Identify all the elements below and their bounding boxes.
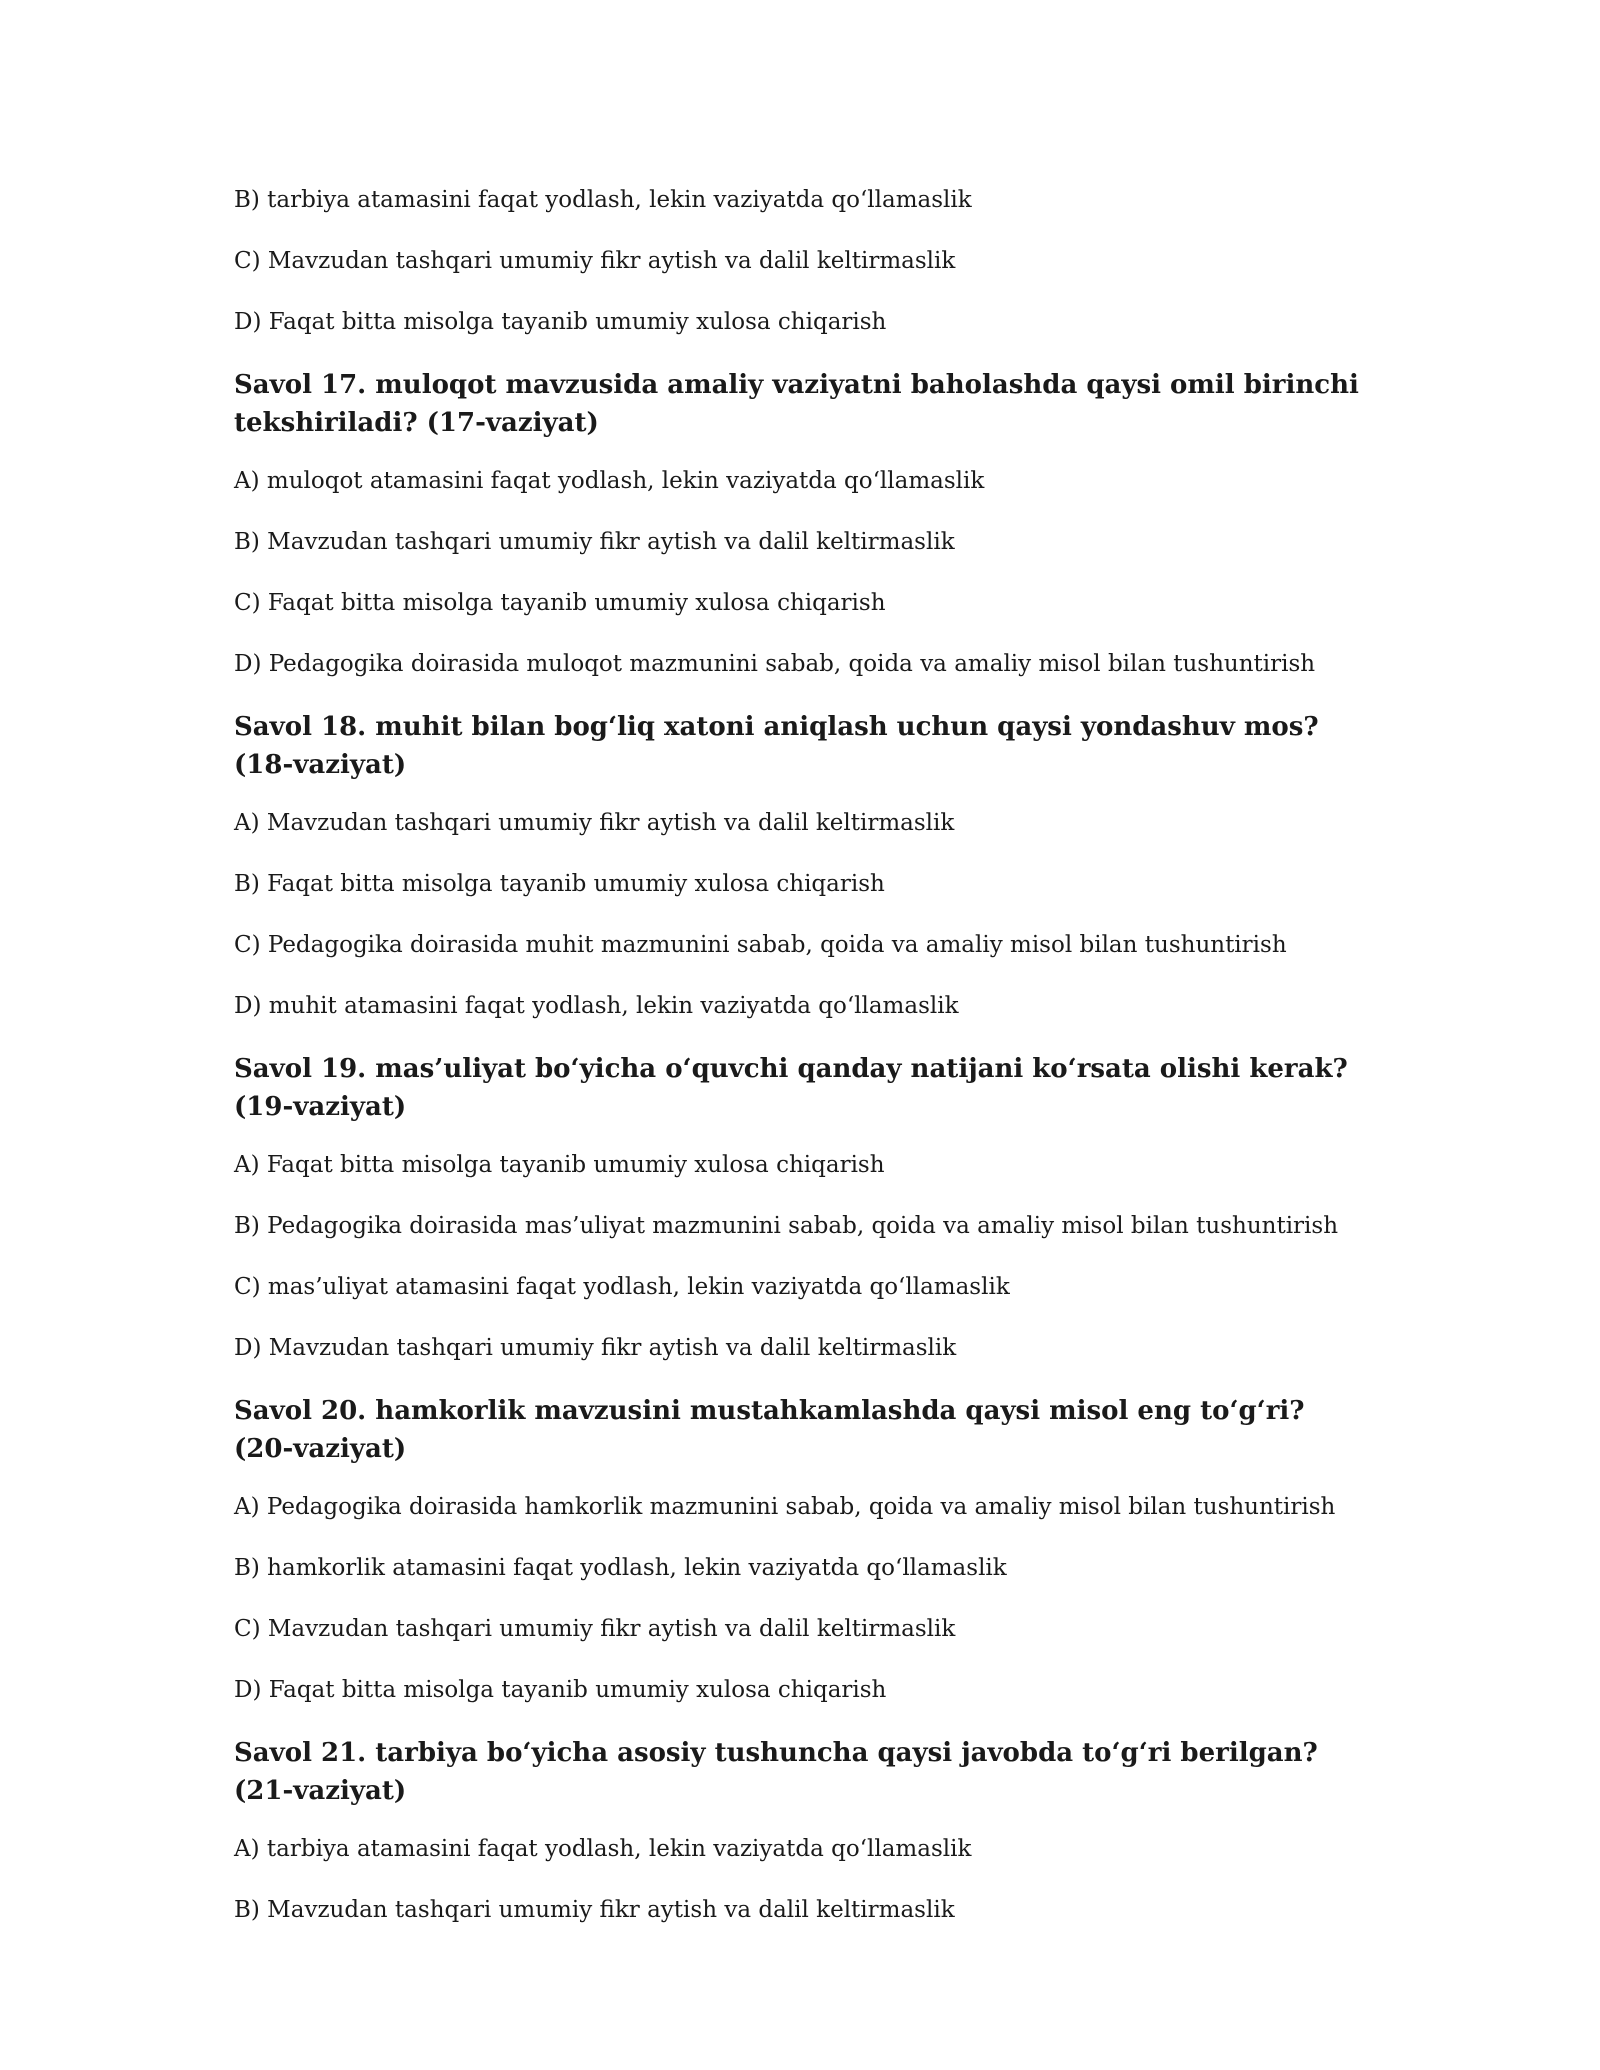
answer-option: B) Mavzudan tashqari umumiy fikr aytish va dalil keltirmaslik [234, 529, 955, 555]
question-19 [234, 1050, 1364, 1365]
question-title: Savol 21. tarbiya bo‘yicha asosiy tushuncha qaysi javobda to‘g‘ri berilgan? (21-vaziyat) [234, 1738, 1318, 1806]
question-18 [234, 708, 1364, 1023]
question-20 [234, 1392, 1364, 1707]
answer-option: D) Faqat bitta misolga tayanib umumiy xulosa chiqarish [234, 1677, 887, 1703]
question-17 [234, 366, 1364, 681]
document-page [234, 183, 1364, 1954]
answer-option: A) tarbiya atamasini faqat yodlash, lekin vaziyatda qo‘llamaslik [234, 1836, 972, 1862]
answer-option: D) muhit atamasini faqat yodlash, lekin vaziyatda qo‘llamaslik [234, 993, 959, 1019]
answer-option: B) hamkorlik atamasini faqat yodlash, lekin vaziyatda qo‘llamaslik [234, 1555, 1007, 1581]
answer-option: D) Mavzudan tashqari umumiy fikr aytish va dalil keltirmaslik [234, 1335, 957, 1361]
question-title: Savol 20. hamkorlik mavzusini mustahkamlashda qaysi misol eng to‘g‘ri? (20-vaziyat) [234, 1396, 1305, 1464]
answer-option: D) Faqat bitta misolga tayanib umumiy xulosa chiqarish [234, 309, 887, 335]
question-title: Savol 17. muloqot mavzusida amaliy vaziyatni baholashda qaysi omil birinchi tekshiriladi? (17-vaziyat) [234, 370, 1359, 438]
question-21 [234, 1734, 1364, 1927]
answer-option: A) Faqat bitta misolga tayanib umumiy xulosa chiqarish [234, 1152, 885, 1178]
answer-option: C) Mavzudan tashqari umumiy fikr aytish va dalil keltirmaslik [234, 1616, 956, 1642]
answer-option: C) mas’uliyat atamasini faqat yodlash, lekin vaziyatda qo‘llamaslik [234, 1274, 1010, 1300]
answer-option: A) Mavzudan tashqari umumiy fikr aytish va dalil keltirmaslik [234, 810, 955, 836]
question-title: Savol 19. mas’uliyat bo‘yicha o‘quvchi qanday natijani ko‘rsata olishi kerak? (19-vaziyat) [234, 1054, 1348, 1122]
answer-option: C) Faqat bitta misolga tayanib umumiy xulosa chiqarish [234, 590, 886, 616]
answer-option: C) Mavzudan tashqari umumiy fikr aytish va dalil keltirmaslik [234, 248, 956, 274]
answer-option: B) Pedagogika doirasida mas’uliyat mazmunini sabab, qoida va amaliy misol bilan tushuntirish [234, 1213, 1339, 1239]
answer-option: D) Pedagogika doirasida muloqot mazmunini sabab, qoida va amaliy misol bilan tushuntirish [234, 651, 1316, 677]
answer-option: A) Pedagogika doirasida hamkorlik mazmunini sabab, qoida va amaliy misol bilan tushuntirish [234, 1494, 1336, 1520]
answer-option: B) tarbiya atamasini faqat yodlash, lekin vaziyatda qo‘llamaslik [234, 187, 972, 213]
answer-option: B) Mavzudan tashqari umumiy fikr aytish va dalil keltirmaslik [234, 1897, 955, 1923]
intro-options [234, 183, 1364, 339]
question-title: Savol 18. muhit bilan bog‘liq xatoni aniqlash uchun qaysi yondashuv mos? (18-vaziyat) [234, 712, 1319, 780]
answer-option: A) muloqot atamasini faqat yodlash, lekin vaziyatda qo‘llamaslik [234, 468, 985, 494]
answer-option: B) Faqat bitta misolga tayanib umumiy xulosa chiqarish [234, 871, 885, 897]
answer-option: C) Pedagogika doirasida muhit mazmunini sabab, qoida va amaliy misol bilan tushuntirish [234, 932, 1287, 958]
